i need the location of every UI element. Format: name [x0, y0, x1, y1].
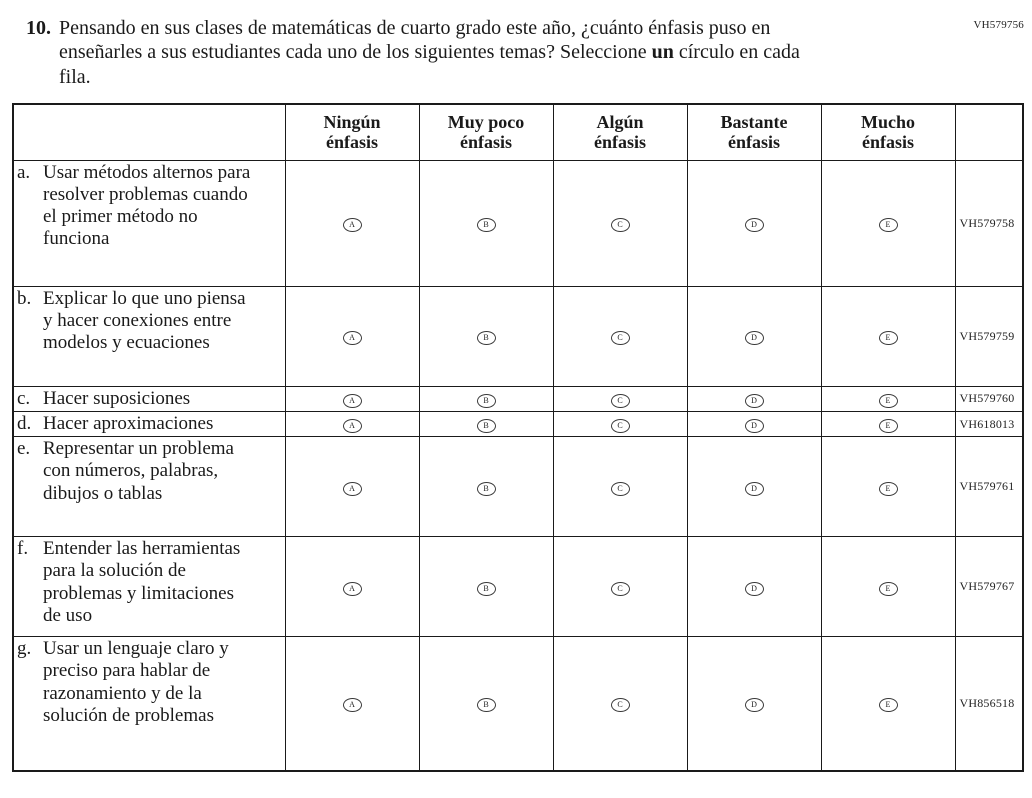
header-code-empty-cell [955, 104, 1023, 160]
row-code: VH579761 [955, 437, 1023, 537]
header-row [13, 104, 1023, 160]
option-c-circle[interactable]: C [611, 698, 630, 712]
question-text [59, 16, 826, 89]
row-code: VH579759 [955, 286, 1023, 386]
statement-cell [13, 386, 285, 411]
option-cell [419, 637, 553, 771]
row-letter: d. [17, 412, 32, 434]
question-text-before: Pensando en sus clases de matemáticas de cuarto grado este año, ¿cuánto énfasis puso en enseñarles a sus estudiantes cada uno de los siguientes temas? Seleccione [59, 17, 771, 64]
option-b-circle[interactable]: B [477, 218, 496, 232]
row-code: VH579758 [955, 160, 1023, 286]
row-statement: Usar un lenguaje claro y preciso para hablar de razonamiento y de la solución de problemas [43, 638, 229, 726]
option-c-circle[interactable]: C [611, 331, 630, 345]
option-b-circle[interactable]: B [477, 419, 496, 433]
row-statement: Hacer suposiciones [43, 387, 191, 409]
option-e-circle[interactable]: E [879, 582, 898, 596]
option-cell [285, 386, 419, 411]
option-cell [419, 537, 553, 637]
row-code: VH618013 [955, 411, 1023, 436]
row-letter: c. [17, 387, 31, 409]
question-text-bold: un [651, 41, 674, 64]
option-e-circle[interactable]: E [879, 482, 898, 496]
table-row [13, 437, 1023, 537]
option-cell [821, 286, 955, 386]
option-c-circle[interactable]: C [611, 482, 630, 496]
option-cell [285, 286, 419, 386]
option-cell [553, 286, 687, 386]
column-header-muy-poco-enfasis: Muy poco énfasis [419, 104, 553, 160]
option-cell [821, 411, 955, 436]
question-number: 10. [26, 17, 51, 39]
option-e-circle[interactable]: E [879, 394, 898, 408]
option-c-circle[interactable]: C [611, 419, 630, 433]
option-cell [419, 286, 553, 386]
option-cell [285, 411, 419, 436]
option-e-circle[interactable]: E [879, 419, 898, 433]
option-b-circle[interactable]: B [477, 482, 496, 496]
option-cell [419, 160, 553, 286]
question-block [26, 16, 826, 89]
answer-table-body [13, 160, 1023, 770]
question-text-after: círculo en cada fila. [59, 41, 800, 88]
option-d-circle[interactable]: D [745, 331, 764, 345]
table-row [13, 637, 1023, 771]
statement-cell [13, 411, 285, 436]
table-row [13, 411, 1023, 436]
option-cell [285, 160, 419, 286]
option-cell [419, 437, 553, 537]
option-cell [553, 537, 687, 637]
option-cell [553, 160, 687, 286]
question-table [12, 103, 1024, 771]
option-c-circle[interactable]: C [611, 394, 630, 408]
option-cell [821, 437, 955, 537]
statement-cell [13, 160, 285, 286]
option-cell [821, 160, 955, 286]
row-letter: f. [17, 538, 29, 560]
option-cell [687, 386, 821, 411]
statement-cell [13, 437, 285, 537]
row-letter: b. [17, 287, 32, 309]
option-cell [285, 637, 419, 771]
option-a-circle[interactable]: A [343, 394, 362, 408]
row-statement: Representar un problema con números, palabras, dibujos o tablas [43, 438, 234, 504]
option-a-circle[interactable]: A [343, 698, 362, 712]
option-cell [687, 411, 821, 436]
option-d-circle[interactable]: D [745, 482, 764, 496]
option-cell [553, 437, 687, 537]
option-cell [285, 437, 419, 537]
row-statement: Entender las herramientas para la solución de problemas y limitaciones de uso [43, 538, 241, 626]
option-cell [687, 286, 821, 386]
statement-cell [13, 637, 285, 771]
option-d-circle[interactable]: D [745, 419, 764, 433]
row-statement: Hacer aproximaciones [43, 412, 214, 434]
row-letter: g. [17, 638, 32, 660]
option-e-circle[interactable]: E [879, 331, 898, 345]
option-cell [687, 160, 821, 286]
header-empty-cell [13, 104, 285, 160]
option-e-circle[interactable]: E [879, 698, 898, 712]
option-a-circle[interactable]: A [343, 582, 362, 596]
option-b-circle[interactable]: B [477, 698, 496, 712]
option-d-circle[interactable]: D [745, 582, 764, 596]
option-a-circle[interactable]: A [343, 218, 362, 232]
option-cell [553, 386, 687, 411]
option-c-circle[interactable]: C [611, 582, 630, 596]
option-d-circle[interactable]: D [745, 698, 764, 712]
statement-cell [13, 286, 285, 386]
column-header-bastante-enfasis: Bastante énfasis [687, 104, 821, 160]
row-code: VH856518 [955, 637, 1023, 771]
option-cell [419, 411, 553, 436]
option-cell [419, 386, 553, 411]
column-header-mucho-enfasis: Mucho énfasis [821, 104, 955, 160]
option-b-circle[interactable]: B [477, 394, 496, 408]
table-row [13, 537, 1023, 637]
statement-cell [13, 537, 285, 637]
table-row [13, 160, 1023, 286]
option-d-circle[interactable]: D [745, 218, 764, 232]
table-row [13, 286, 1023, 386]
option-cell [285, 537, 419, 637]
option-b-circle[interactable]: B [477, 582, 496, 596]
row-statement: Explicar lo que uno piensa y hacer conexiones entre modelos y ecuaciones [43, 287, 246, 354]
option-cell [821, 386, 955, 411]
column-header-algun-enfasis: Algún énfasis [553, 104, 687, 160]
column-header-ningun-enfasis: Ningún énfasis [285, 104, 419, 160]
option-c-circle[interactable]: C [611, 218, 630, 232]
row-code: VH579760 [955, 386, 1023, 411]
form-code: VH579756 [973, 19, 1024, 31]
option-cell [821, 637, 955, 771]
option-e-circle[interactable]: E [879, 218, 898, 232]
option-a-circle[interactable]: A [343, 331, 362, 345]
option-a-circle[interactable]: A [343, 419, 362, 433]
option-cell [687, 437, 821, 537]
row-letter: a. [17, 161, 31, 183]
option-cell [687, 537, 821, 637]
table-row [13, 386, 1023, 411]
option-cell [687, 637, 821, 771]
option-a-circle[interactable]: A [343, 482, 362, 496]
row-statement: Usar métodos alternos para resolver problemas cuando el primer método no funciona [43, 161, 251, 250]
option-d-circle[interactable]: D [745, 394, 764, 408]
option-cell [553, 411, 687, 436]
option-cell [821, 537, 955, 637]
row-code: VH579767 [955, 537, 1023, 637]
option-cell [553, 637, 687, 771]
option-b-circle[interactable]: B [477, 331, 496, 345]
row-letter: e. [17, 438, 31, 460]
